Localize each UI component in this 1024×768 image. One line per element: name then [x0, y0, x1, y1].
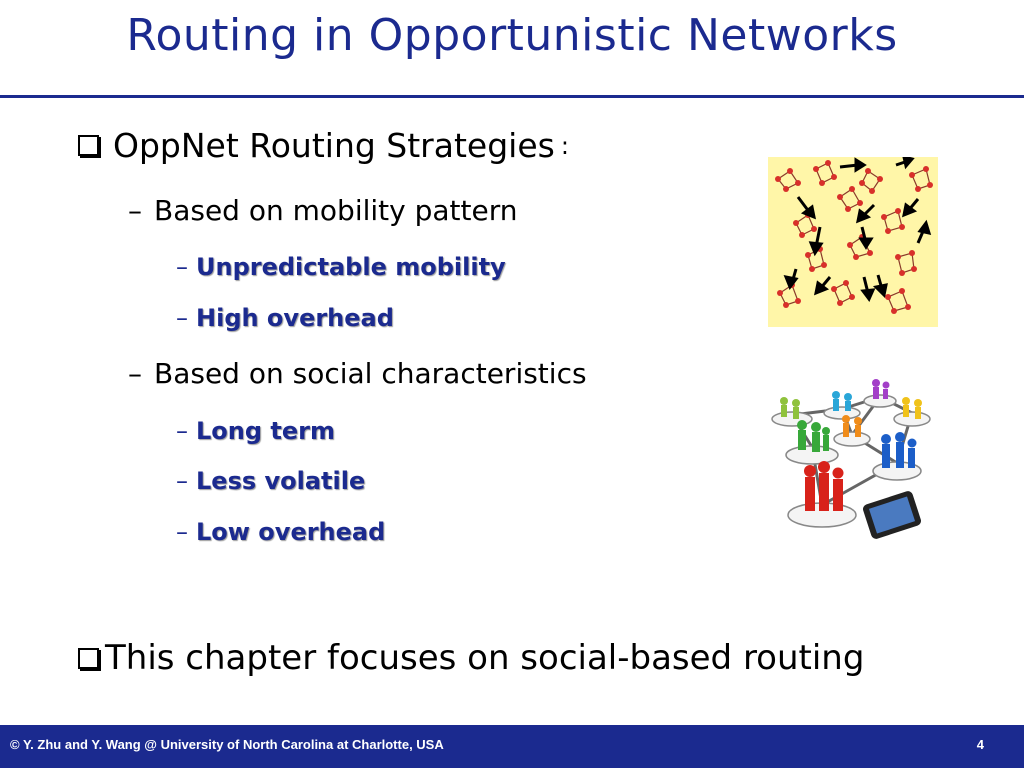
checkbox-bullet-icon — [78, 648, 99, 669]
bullet-oppnet — [78, 126, 569, 165]
item-text: Low overhead — [196, 518, 386, 546]
social-network-image — [762, 375, 942, 550]
dash-bullet: – — [176, 253, 188, 281]
footer-bar — [0, 725, 1024, 768]
bullet-colon: : — [560, 131, 569, 160]
sub-bullet-social — [128, 357, 587, 390]
item-less-volatile — [176, 467, 365, 495]
smartphone-icon — [862, 490, 923, 540]
item-text: High overhead — [196, 304, 394, 332]
checkbox-bullet-icon — [78, 135, 99, 156]
page-number: 4 — [976, 737, 984, 752]
mobility-nodes-image — [768, 157, 938, 327]
title-divider — [0, 95, 1024, 98]
dash-bullet: – — [128, 357, 142, 390]
dash-bullet: – — [176, 467, 188, 495]
item-long-term — [176, 417, 335, 445]
item-text: Long term — [196, 417, 335, 445]
item-unpredictable-mobility — [176, 253, 506, 281]
sub-bullet-text: Based on social characteristics — [154, 357, 587, 390]
item-text: Unpredictable mobility — [196, 253, 506, 281]
bullet-text: OppNet Routing Strategies — [113, 126, 555, 165]
dash-bullet: – — [176, 518, 188, 546]
item-text: Less volatile — [196, 467, 366, 495]
bullet-chapter-focus — [78, 638, 864, 678]
dash-bullet: – — [176, 304, 188, 332]
sub-bullet-mobility — [128, 194, 517, 227]
sub-bullet-text: Based on mobility pattern — [154, 194, 518, 227]
bullet-text: This chapter focuses on social-based routing — [105, 638, 865, 678]
slide-title: Routing in Opportunistic Networks — [126, 10, 898, 61]
dash-bullet: – — [128, 194, 142, 227]
item-high-overhead — [176, 304, 394, 332]
item-low-overhead — [176, 518, 385, 546]
dash-bullet: – — [176, 417, 188, 445]
footer-credit: © Y. Zhu and Y. Wang @ University of North Carolina at Charlotte, USA — [10, 737, 444, 752]
